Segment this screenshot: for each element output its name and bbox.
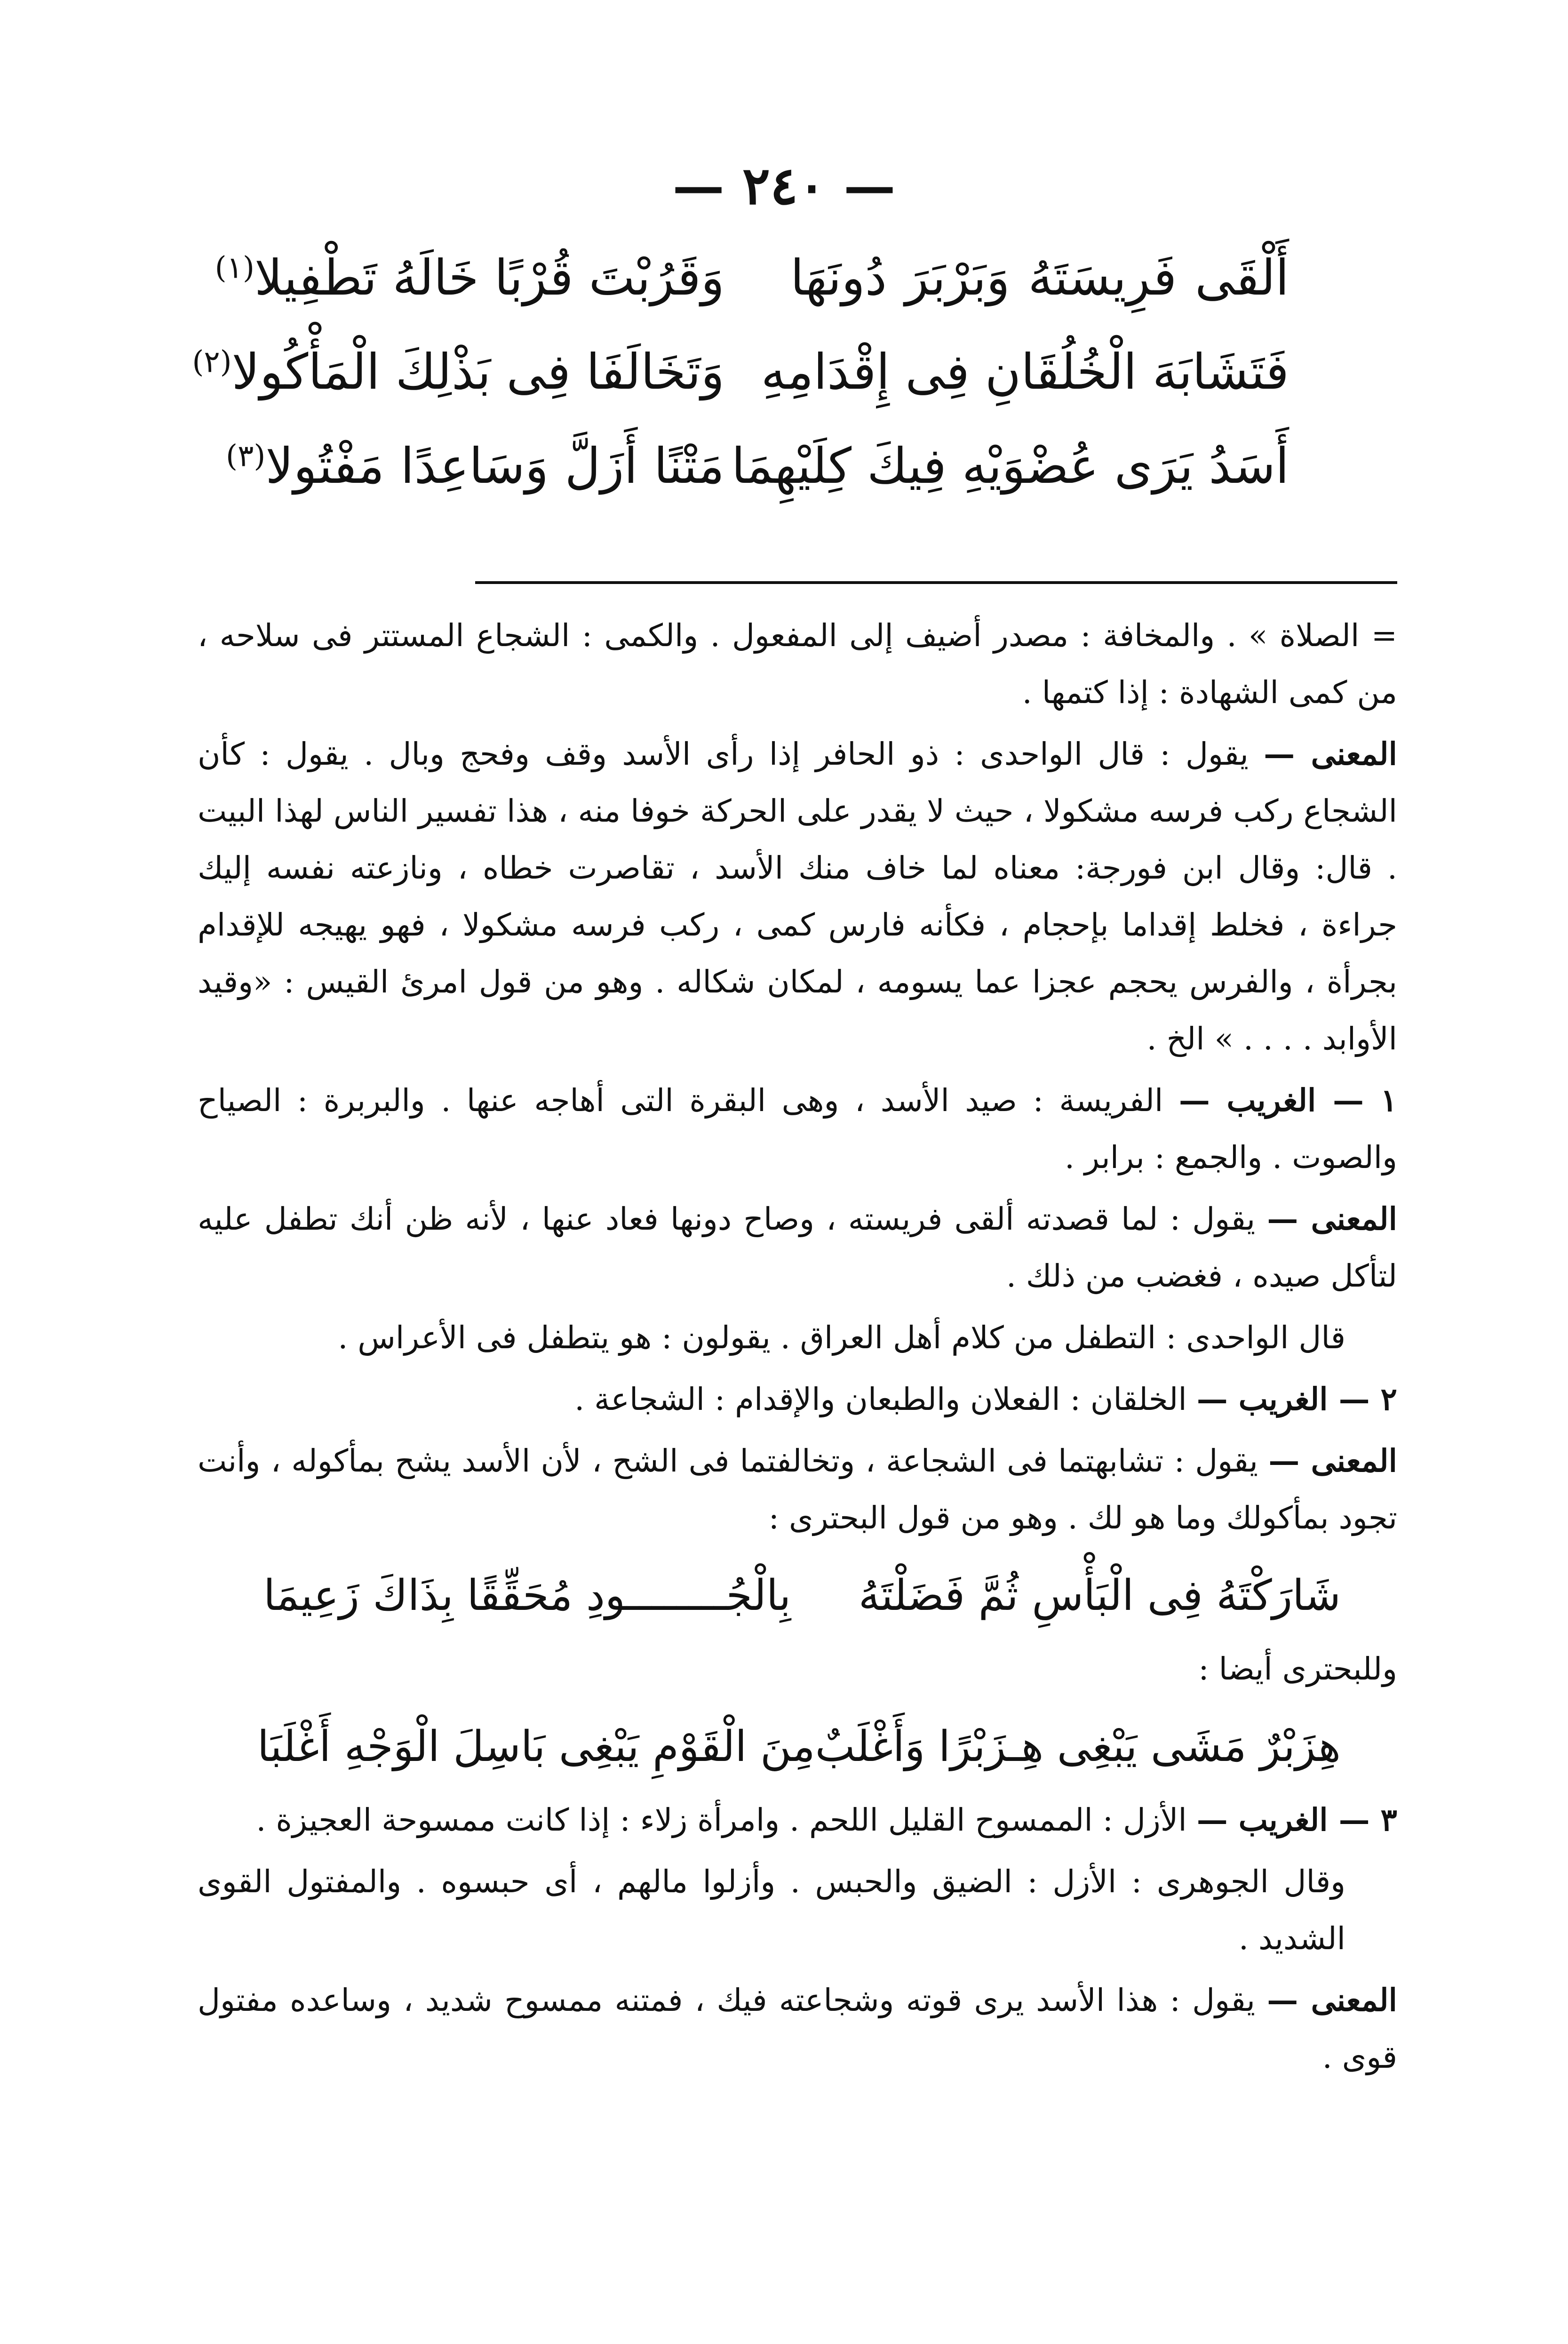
- verse-3: [226, 419, 1289, 513]
- commentary-paragraph-9: [198, 1853, 1397, 1967]
- commentary-text: يقول : تشابهتما فى الشجاعة ، وتخالفتما فى الشح ، لأن الأسد يشح بمأكوله ، وأنت تجود بمأكولك وما هو لك . وهو من قول البحترى :: [198, 1443, 1397, 1536]
- verse-3-first-hemistich: أَسَدُ يَرَى عُضْوَيْهِ فِيكَ كِلَيْهِمَا: [731, 437, 1289, 495]
- verse-1: [215, 231, 1289, 325]
- commentary-label: ١ — الغريب —: [1178, 1082, 1397, 1119]
- commentary-label: ٣ — الغريب —: [1196, 1801, 1397, 1838]
- cited-verse-1: [198, 1551, 1397, 1640]
- verse-2: [192, 325, 1289, 419]
- commentary-label: المعنى —: [1264, 736, 1397, 772]
- verse-3-footnote-marker: (٣): [226, 439, 266, 474]
- verse-3-second-hemistich: [226, 437, 724, 495]
- poem-verses: [192, 231, 1289, 513]
- bridge-text: وللبحترى أيضا :: [1198, 1651, 1397, 1687]
- commentary-text: وقال الجوهرى : الأزل : الضيق والحبس . وأزلوا مالهم ، أى حبسوه . والمفتول القوى الشديد .: [198, 1864, 1346, 1957]
- commentary-paragraph-6: [198, 1371, 1397, 1428]
- commentary-text: الأزل : الممسوح القليل اللحم . وامرأة زلاء : إذا كانت ممسوحة العجيزة .: [256, 1802, 1187, 1838]
- commentary-paragraph-1: [198, 607, 1397, 721]
- cited-verse-2-second: مِنَ الْقَوْمِ يَبْغِى بَاسِلَ الْوَجْهِ أَغْلَبَا: [257, 1722, 815, 1771]
- verse-3-second-text: مَتْنًا أَزَلَّ وَسَاعِدًا مَفْتُولا: [265, 437, 724, 495]
- cited-verse-1-second: بِالْجُــــــــودِ مُحَقِّقًا بِذَاكَ زَعِيمَا: [263, 1571, 791, 1620]
- commentary-text: الخلقان : الفعلان والطبعان والإقدام : الشجاعة .: [574, 1381, 1187, 1417]
- commentary-label: ٢ — الغريب —: [1196, 1381, 1397, 1417]
- cited-verse-1-first: شَارَكْتَهُ فِى الْبَأْسِ ثُمَّ فَضَلْتَهُ: [858, 1571, 1341, 1620]
- separator-rule: [475, 581, 1397, 584]
- verse-1-second-text: وَقَرُبْتَ قُرْبًا خَالَهُ تَطْفِيلا: [254, 249, 724, 306]
- commentary-label: المعنى —: [1267, 1982, 1397, 2018]
- commentary-text: يقول : قال الواحدى : ذو الحافر إذا رأى الأسد وقف وفحج وبال . يقول : كأن الشجاع ركب فرسه مشكولا ، حيث لا يقدر على الحركة خوفا منه ، هذا تفسير الناس لهذا البيت . قال: وقال ابن فورجة: معناه لما خاف منك الأسد ، تقاصرت خطاه ، ونازعته نفسه إليك جراءة ، فخلط إقداما بإحجام ، فكأنه فارس كمى ، ركب فرسه مشكولا ، فهو يهيجه للإقدام بجرأة ، والفرس يحجم عجزا عما يسومه ، لمكان شكاله . وهو من قول امرئ القيس : «وقيد الأوابد . . . . » الخ .: [198, 736, 1397, 1057]
- commentary-section: [198, 607, 1397, 2090]
- commentary-paragraph-5: [198, 1309, 1397, 1366]
- verse-2-second-hemistich: [192, 343, 724, 400]
- verse-1-second-hemistich: [215, 249, 724, 306]
- commentary-text: يقول : هذا الأسد يرى قوته وشجاعته فيك ، فمتنه ممسوح شديد ، وساعده مفتول قوى .: [198, 1982, 1397, 2075]
- commentary-paragraph-4: [198, 1191, 1397, 1304]
- commentary-paragraph-8: [198, 1792, 1397, 1848]
- cited-verse-2-first: هِزَبْرٌ مَشَى يَبْغِى هِـزَبْرًا وَأَغْلَبٌ: [815, 1722, 1341, 1771]
- commentary-text: يقول : لما قصدته ألقى فريسته ، وصاح دونها فعاد عنها ، لأنه ظن أنك تطفل عليه لتأكل صيده ، فغضب من ذلك .: [198, 1201, 1397, 1294]
- verse-2-footnote-marker: (٢): [192, 344, 232, 380]
- commentary-text: = الصلاة » . والمخافة : مصدر أضيف إلى المفعول . والكمى : الشجاع المستتر فى سلاحه ، من كمى الشهادة : إذا كتمها .: [198, 617, 1397, 711]
- verse-2-second-text: وَتَخَالَفَا فِى بَذْلِكَ الْمَأْكُولا: [231, 343, 724, 400]
- verse-2-first-hemistich: فَتَشَابَهَ الْخُلُقَانِ فِى إِقْدَامِهِ: [761, 343, 1289, 400]
- page-number: — ٢٤٠ —: [672, 155, 896, 216]
- commentary-text: الفريسة : صيد الأسد ، وهى البقرة التى أهاجه عنها . والبربرة : الصياح والصوت . والجمع : برابر .: [198, 1082, 1397, 1176]
- cited-verse-2: [198, 1702, 1397, 1792]
- commentary-paragraph-2: [198, 726, 1397, 1067]
- commentary-paragraph-3: [198, 1072, 1397, 1186]
- commentary-text: قال الواحدى : التطفل من كلام أهل العراق . يقولون : هو يتطفل فى الأعراس .: [338, 1320, 1345, 1356]
- commentary-paragraph-10: [198, 1972, 1397, 2086]
- verse-1-footnote-marker: (١): [215, 250, 255, 286]
- commentary-label: المعنى —: [1267, 1200, 1397, 1237]
- commentary-label: المعنى —: [1268, 1442, 1397, 1479]
- verse-1-first-hemistich: أَلْقَى فَرِيسَتَهُ وَبَرْبَرَ دُونَهَا: [790, 249, 1289, 306]
- commentary-paragraph-7: [198, 1432, 1397, 1546]
